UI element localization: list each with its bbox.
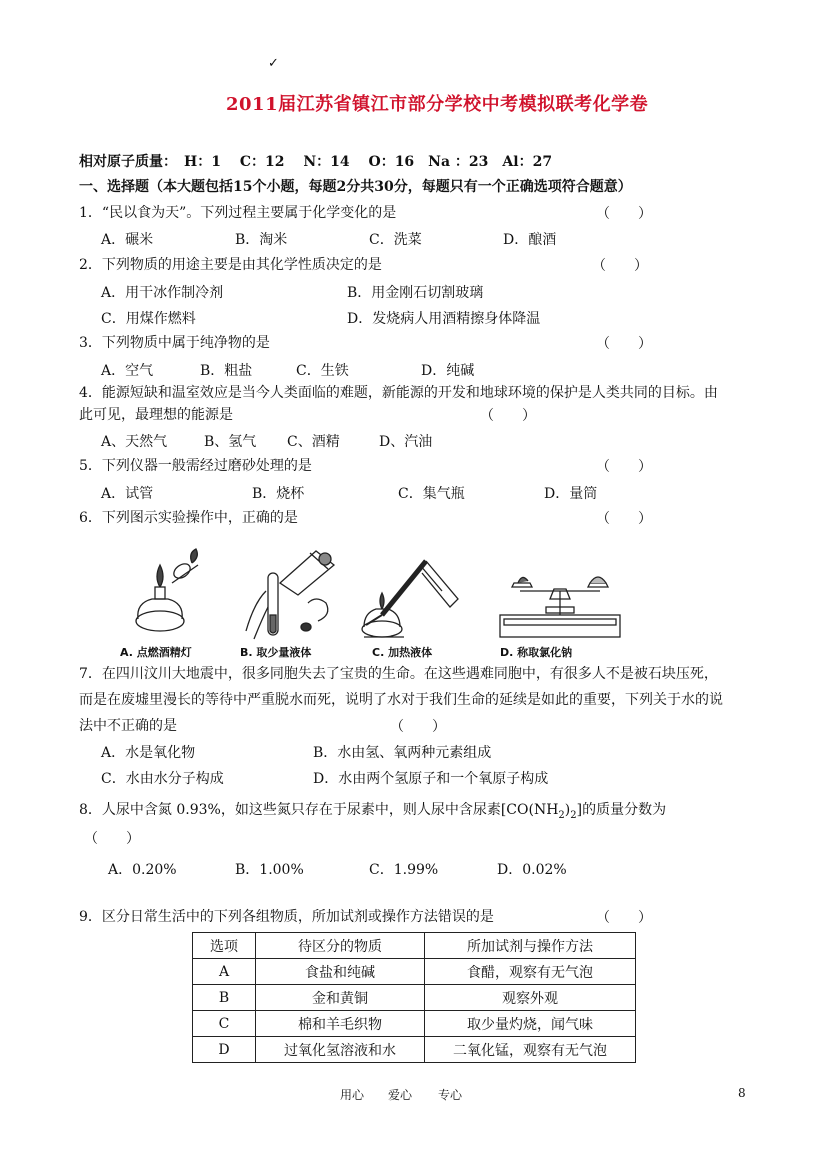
question-5-answer-blank: （ ） [596,459,652,475]
figure-caption-c: C. 加热液体 [372,646,433,659]
table-header: 所加试剂与操作方法 [425,933,636,959]
q2-option-a: A．用干冰作制冷剂 [101,285,224,301]
page-title: 2011届江苏省镇江市部分学校中考模拟联考化学卷 [226,94,649,115]
question-9-table [192,932,636,1063]
question-2-answer-blank: （ ） [592,258,648,274]
q3-option-b: B．粗盐 [200,363,253,379]
q8-option-c: C．1.99% [369,862,439,878]
question-4-stem-line1: 4．能源短缺和温室效应是当今人类面临的难题，新能源的开发和地球环境的保护是人类共同的目标。由 [79,385,718,401]
table-cell: B [193,985,256,1011]
question-9-answer-blank: （ ） [596,910,652,926]
table-cell: 金和黄铜 [256,985,425,1011]
footer-item: 专心 [438,1088,463,1102]
pouring-liquid-icon [246,551,334,639]
q1-option-b: B．淘米 [235,232,288,248]
check-mark: ✓ [268,56,279,71]
question-7-stem-line2: 而是在废墟里漫长的等待中严重脱水而死，说明了水对于我们生命的延续是如此的重要，下列关于水的说 [79,692,723,708]
table-cell: 取少量灼烧，闻气味 [425,1011,636,1037]
section-title: 一、选择题（本大题包括15个小题，每题2分共30分，每题只有一个正确选项符合题意） [79,179,632,195]
footer-item: 用心 [340,1088,365,1102]
q4-option-c: C、酒精 [287,434,340,450]
q4-option-b: B、氢气 [204,434,257,450]
figure-caption-a: A. 点燃酒精灯 [120,646,192,659]
q8-subscript: 2 [558,809,565,821]
q4-option-a: A、天然气 [101,434,168,450]
q8-stem-part: ) [564,802,571,818]
balance-scale-icon [500,577,620,637]
q2-option-c: C．用煤作燃料 [101,311,196,327]
figure-caption-d: D. 称取氯化钠 [500,646,573,659]
q8-option-d: D．0.02% [497,862,567,878]
table-row [193,985,636,1011]
question-6-answer-blank: （ ） [596,511,652,527]
question-4-answer-blank: （ ） [480,408,536,424]
table-cell: 食醋，观察有无气泡 [425,959,636,985]
q3-option-c: C．生铁 [296,363,349,379]
footer-item: 爱心 [388,1088,413,1102]
table-header: 选项 [193,933,256,959]
q5-option-b: B．烧杯 [252,486,305,502]
question-4-stem-line2: 此可见，最理想的能源是 [79,407,233,423]
q1-option-a: A．碾米 [101,232,154,248]
q5-option-a: A．试管 [101,486,154,502]
q8-subscript: 2 [570,809,577,821]
q7-option-a: A．水是氧化物 [101,745,196,761]
q1-option-c: C．洗菜 [369,232,422,248]
q5-option-d: D．量筒 [544,486,598,502]
q7-option-c: C．水由水分子构成 [101,771,224,787]
q8-option-b: B．1.00% [235,862,304,878]
table-row [193,1011,636,1037]
q7-option-b: B．水由氢、氧两种元素组成 [313,745,492,761]
question-1-stem: 1．“民以食为天”。下列过程主要属于化学变化的是 [79,205,397,221]
experiment-illustrations [120,543,740,643]
table-header: 待区分的物质 [256,933,425,959]
q5-option-c: C．集气瓶 [398,486,465,502]
figure-caption-b: B. 取少量液体 [240,646,312,659]
question-2-stem: 2．下列物质的用途主要是由其化学性质决定的是 [79,257,382,273]
question-3-stem: 3．下列物质中属于纯净物的是 [79,335,270,351]
question-7-answer-blank: （ ） [390,719,446,735]
q4-option-d: D、汽油 [379,434,433,450]
q2-option-d: D．发烧病人用酒精擦身体降温 [347,311,541,327]
question-7-stem-line1: 7．在四川汶川大地震中，很多同胞失去了宝贵的生命。在这些遇难同胞中，有很多人不是被石块压死， [79,666,718,682]
q8-option-a: A．0.20% [108,862,177,878]
table-cell: D [193,1037,256,1063]
question-1-answer-blank: （ ） [596,206,652,222]
table-cell: C [193,1011,256,1037]
question-3-answer-blank: （ ） [596,336,652,352]
q1-option-d: D．酿酒 [503,232,557,248]
table-cell: 二氧化锰，观察有无气泡 [425,1037,636,1063]
table-row [193,1037,636,1063]
question-8-answer-blank: （ ） [84,831,140,847]
question-6-stem: 6．下列图示实验操作中，正确的是 [79,510,298,526]
table-cell: 棉和羊毛织物 [256,1011,425,1037]
table-header-row [193,933,636,959]
alcohol-lamp-icon [136,549,198,631]
page-number: 8 [738,1086,746,1100]
table-cell: 观察外观 [425,985,636,1011]
heating-liquid-icon [362,561,458,637]
question-9-stem: 9．区分日常生活中的下列各组物质，所加试剂或操作方法错误的是 [79,909,494,925]
q8-stem-part: 8．人尿中含氮 0.93%，如这些氮只存在于尿素中，则人尿中含尿素[CO(NH [79,802,559,818]
question-8-stem [79,800,666,826]
q7-option-d: D．水由两个氢原子和一个氧原子构成 [313,771,549,787]
table-row [193,959,636,985]
table-cell: 过氧化氢溶液和水 [256,1037,425,1063]
question-5-stem: 5．下列仪器一般需经过磨砂处理的是 [79,458,312,474]
experiment-figures [120,543,740,661]
atomic-masses: 相对原子质量： H：1 C：12 N：14 O：16 Na ：23 Al：27 [79,154,553,170]
q8-stem-part: ]的质量分数为 [576,802,667,818]
q3-option-d: D．纯碱 [421,363,475,379]
q2-option-b: B．用金刚石切割玻璃 [347,285,484,301]
q3-option-a: A．空气 [101,363,154,379]
table-cell: A [193,959,256,985]
table-cell: 食盐和纯碱 [256,959,425,985]
question-7-stem-line3: 法中不正确的是 [79,718,177,734]
